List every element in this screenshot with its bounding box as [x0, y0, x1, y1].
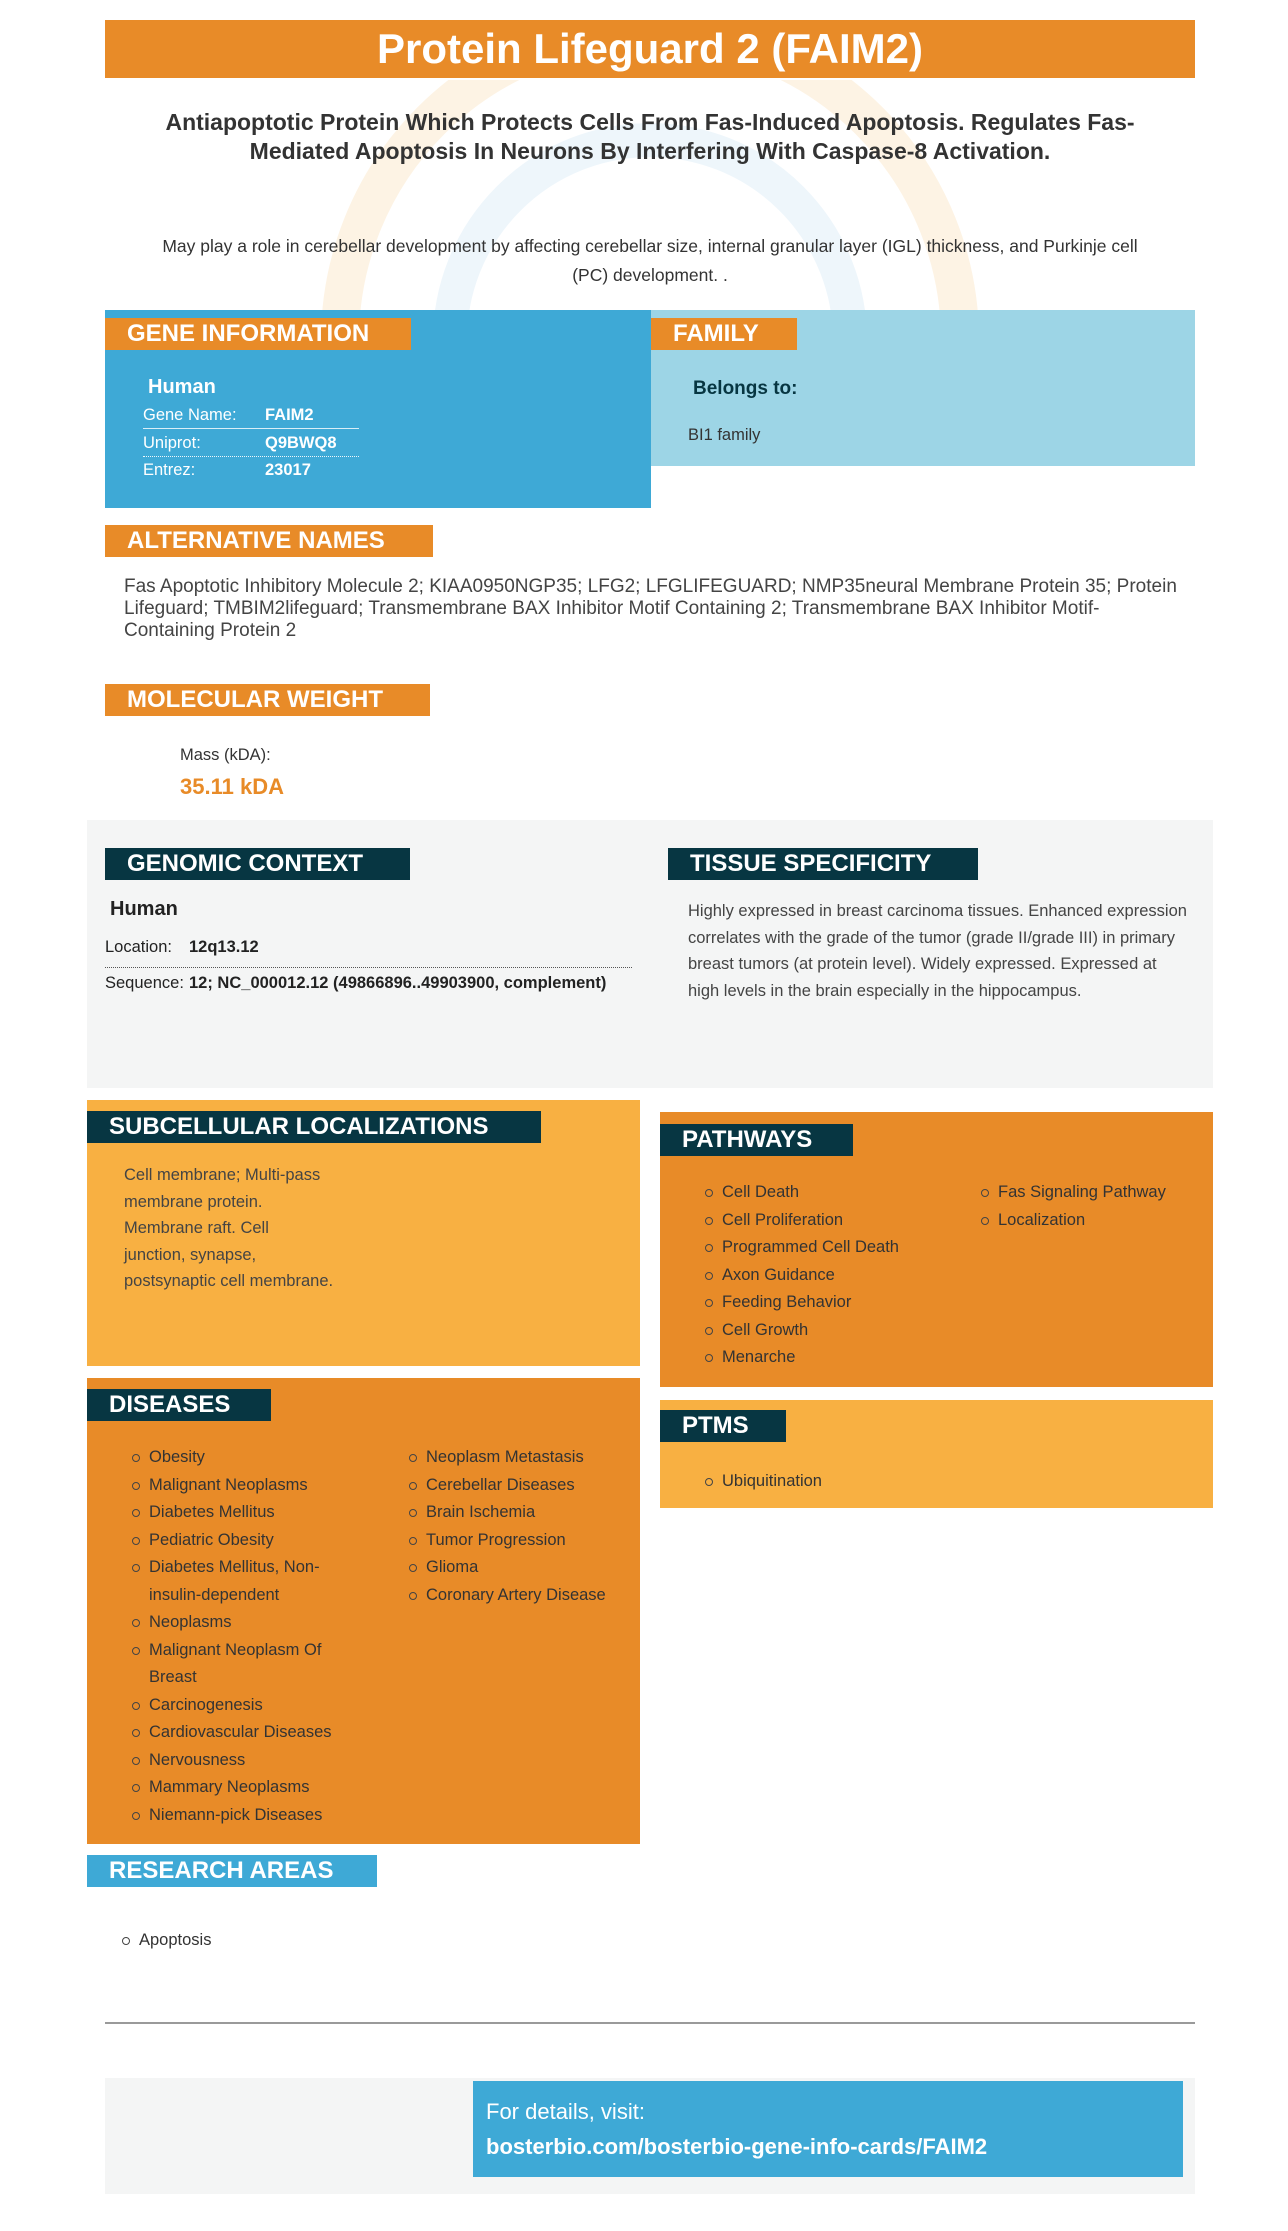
list-item: Cell Growth	[704, 1317, 964, 1345]
entrez-label: Entrez:	[143, 461, 196, 479]
list-item: Cell Proliferation	[704, 1207, 964, 1235]
alternative-names-text: Fas Apoptotic Inhibitory Molecule 2; KIAA0950NGP35; LFG2; LFGLIFEGUARD; NMP35neural Membrane Protein 35; Protein Lifeguard; TMBIM2lifeguard; Transmembrane BAX Inhibitor Motif Containing 2; Transmembrane BAX Inhibitor Motif-Containing Protein 2	[124, 576, 1177, 641]
diseases-list-col1	[131, 1444, 371, 1829]
gene-name-row	[143, 401, 359, 429]
research-areas-list	[121, 1927, 421, 1955]
list-item: Cerebellar Diseases	[408, 1472, 638, 1500]
list-item: Cell Death	[704, 1179, 964, 1207]
list-item: Pediatric Obesity	[131, 1527, 371, 1555]
sequence-label: Sequence:	[105, 974, 184, 992]
list-item: Nervousness	[131, 1747, 371, 1775]
protein-description: May play a role in cerebellar development by affecting cerebellar size, internal granular layer (IGL) thickness, and Purkinje cell (PC) development. .	[162, 236, 1138, 285]
tissue-specificity-heading: TISSUE SPECIFICITY	[668, 848, 978, 880]
genomic-context-heading: GENOMIC CONTEXT	[105, 848, 410, 880]
genomic-species: Human	[110, 898, 178, 920]
protein-function-summary: Antiapoptotic Protein Which Protects Cells From Fas-Induced Apoptosis. Regulates Fas-Mediated Apoptosis In Neurons By Interfering With Caspase-8 Activation.	[165, 109, 1135, 164]
list-item: Obesity	[131, 1444, 371, 1472]
gene-name-label: Gene Name:	[143, 406, 237, 424]
family-heading: FAMILY	[651, 318, 797, 350]
footer-visit-label: For details, visit:	[486, 2099, 645, 2124]
list-item: Tumor Progression	[408, 1527, 638, 1555]
ptms-list	[704, 1468, 1004, 1496]
entrez-row	[143, 456, 359, 484]
sequence-value: 12; NC_000012.12 (49866896..49903900, complement)	[189, 974, 607, 992]
footer-details-box	[473, 2081, 1183, 2177]
tissue-specificity-text: Highly expressed in breast carcinoma tissues. Enhanced expression correlates with the grade of the tumor (grade II/grade III) in primary breast tumors (at protein level). Widely expressed. Expressed at high levels in the brain especially in the hippocampus.	[688, 902, 1187, 1000]
list-item: Glioma	[408, 1554, 638, 1582]
uniprot-row	[143, 429, 359, 457]
pathways-list-col1	[704, 1179, 964, 1372]
list-item: Programmed Cell Death	[704, 1234, 964, 1262]
molecular-weight-heading: MOLECULAR WEIGHT	[105, 684, 430, 716]
footer-divider	[105, 2022, 1195, 2024]
list-item: Neoplasm Metastasis	[408, 1444, 638, 1472]
location-value: 12q13.12	[189, 938, 259, 956]
entrez-value: 23017	[265, 461, 311, 479]
list-item: Coronary Artery Disease	[408, 1582, 638, 1610]
gene-species: Human	[148, 376, 216, 398]
diseases-heading: DISEASES	[87, 1389, 271, 1421]
list-item: Fas Signaling Pathway	[980, 1179, 1210, 1207]
uniprot-value: Q9BWQ8	[265, 434, 337, 452]
research-areas-heading: RESEARCH AREAS	[87, 1855, 377, 1887]
family-belongs-label: Belongs to:	[693, 378, 798, 399]
uniprot-label: Uniprot:	[143, 434, 201, 452]
list-item: Localization	[980, 1207, 1210, 1235]
list-item: Neoplasms	[131, 1609, 371, 1637]
list-item: Niemann-pick Diseases	[131, 1802, 371, 1830]
subcellular-heading: SUBCELLULAR LOCALIZATIONS	[87, 1111, 541, 1143]
list-item: Apoptosis	[121, 1927, 421, 1955]
list-item: Brain Ischemia	[408, 1499, 638, 1527]
list-item: Mammary Neoplasms	[131, 1774, 371, 1802]
list-item: Menarche	[704, 1344, 964, 1372]
list-item: Malignant Neoplasm Of Breast	[131, 1637, 371, 1692]
list-item: Diabetes Mellitus, Non-insulin-dependent	[131, 1554, 371, 1609]
pathways-heading: PATHWAYS	[660, 1124, 853, 1156]
gene-name-value: FAIM2	[265, 406, 314, 424]
list-item: Axon Guidance	[704, 1262, 964, 1290]
ptms-heading: PTMS	[660, 1410, 786, 1442]
location-label: Location:	[105, 938, 172, 956]
list-item: Feeding Behavior	[704, 1289, 964, 1317]
page-title: Protein Lifeguard 2 (FAIM2)	[105, 20, 1195, 78]
diseases-list-col2	[408, 1444, 638, 1609]
list-item: Diabetes Mellitus	[131, 1499, 371, 1527]
gene-information-heading: GENE INFORMATION	[105, 318, 411, 350]
list-item: Malignant Neoplasms	[131, 1472, 371, 1500]
mass-value: 35.11 kDA	[180, 774, 284, 799]
pathways-list-col2	[980, 1179, 1210, 1234]
footer-details-link[interactable]: bosterbio.com/bosterbio-gene-info-cards/FAIM2	[486, 2134, 988, 2159]
alternative-names-heading: ALTERNATIVE NAMES	[105, 525, 433, 557]
list-item: Ubiquitination	[704, 1468, 1004, 1496]
list-item: Cardiovascular Diseases	[131, 1719, 371, 1747]
family-value: BI1 family	[688, 426, 761, 444]
mass-label: Mass (kDA):	[180, 746, 271, 764]
list-item: Carcinogenesis	[131, 1692, 371, 1720]
subcellular-text: Cell membrane; Multi-pass membrane protein. Membrane raft. Cell junction, synapse, postsynaptic cell membrane.	[124, 1166, 334, 1290]
